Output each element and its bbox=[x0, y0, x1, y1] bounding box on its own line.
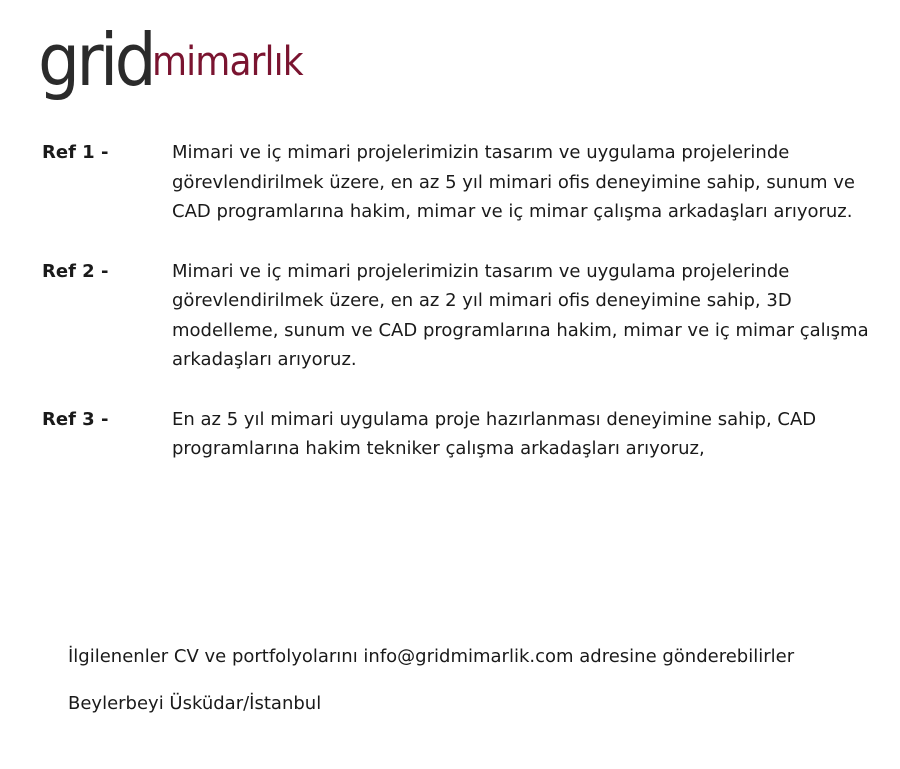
ref-label: Ref 2 - bbox=[42, 260, 109, 282]
company-logo bbox=[38, 6, 319, 102]
ref-description: Mimari ve iç mimari projelerimizin tasarım ve uygulama projelerinde görevlendirilmek üzere, en az 2 yıl mimari ofis deneyimine sahip, 3D modelleme, sunum ve CAD programlarına hakim, mimar ve iç mimar çalışma arkadaşları arıyoruz. bbox=[172, 260, 869, 370]
job-reference-2 bbox=[42, 257, 892, 375]
ref-description: Mimari ve iç mimari projelerimizin tasarım ve uygulama projelerinde görevlendirilmek üzere, en az 5 yıl mimari ofis deneyimine sahip, sunum ve CAD programlarına hakim, mimar ve iç mimar çalışma arkadaşları arıyoruz. bbox=[172, 142, 855, 222]
job-references-list bbox=[42, 138, 892, 494]
address: Beylerbeyi Üsküdar/İstanbul bbox=[68, 693, 322, 714]
job-reference-3 bbox=[42, 405, 892, 464]
ref-label: Ref 1 - bbox=[42, 142, 109, 163]
ref-label: Ref 3 - bbox=[42, 408, 109, 430]
job-reference-1 bbox=[42, 138, 892, 227]
logo-grid-wordmark: grid bbox=[38, 18, 154, 102]
ref-description: En az 5 yıl mimari uygulama proje hazırlanması deneyimine sahip, CAD programlarına hakim tekniker çalışma arkadaşları arıyoruz, bbox=[172, 408, 817, 459]
contact-info: İlgilenenler CV ve portfolyolarını info@gridmimarlik.com adresine gönderebilirler bbox=[68, 646, 795, 667]
logo-mimarlik-wordmark: mimarlık bbox=[152, 39, 303, 85]
